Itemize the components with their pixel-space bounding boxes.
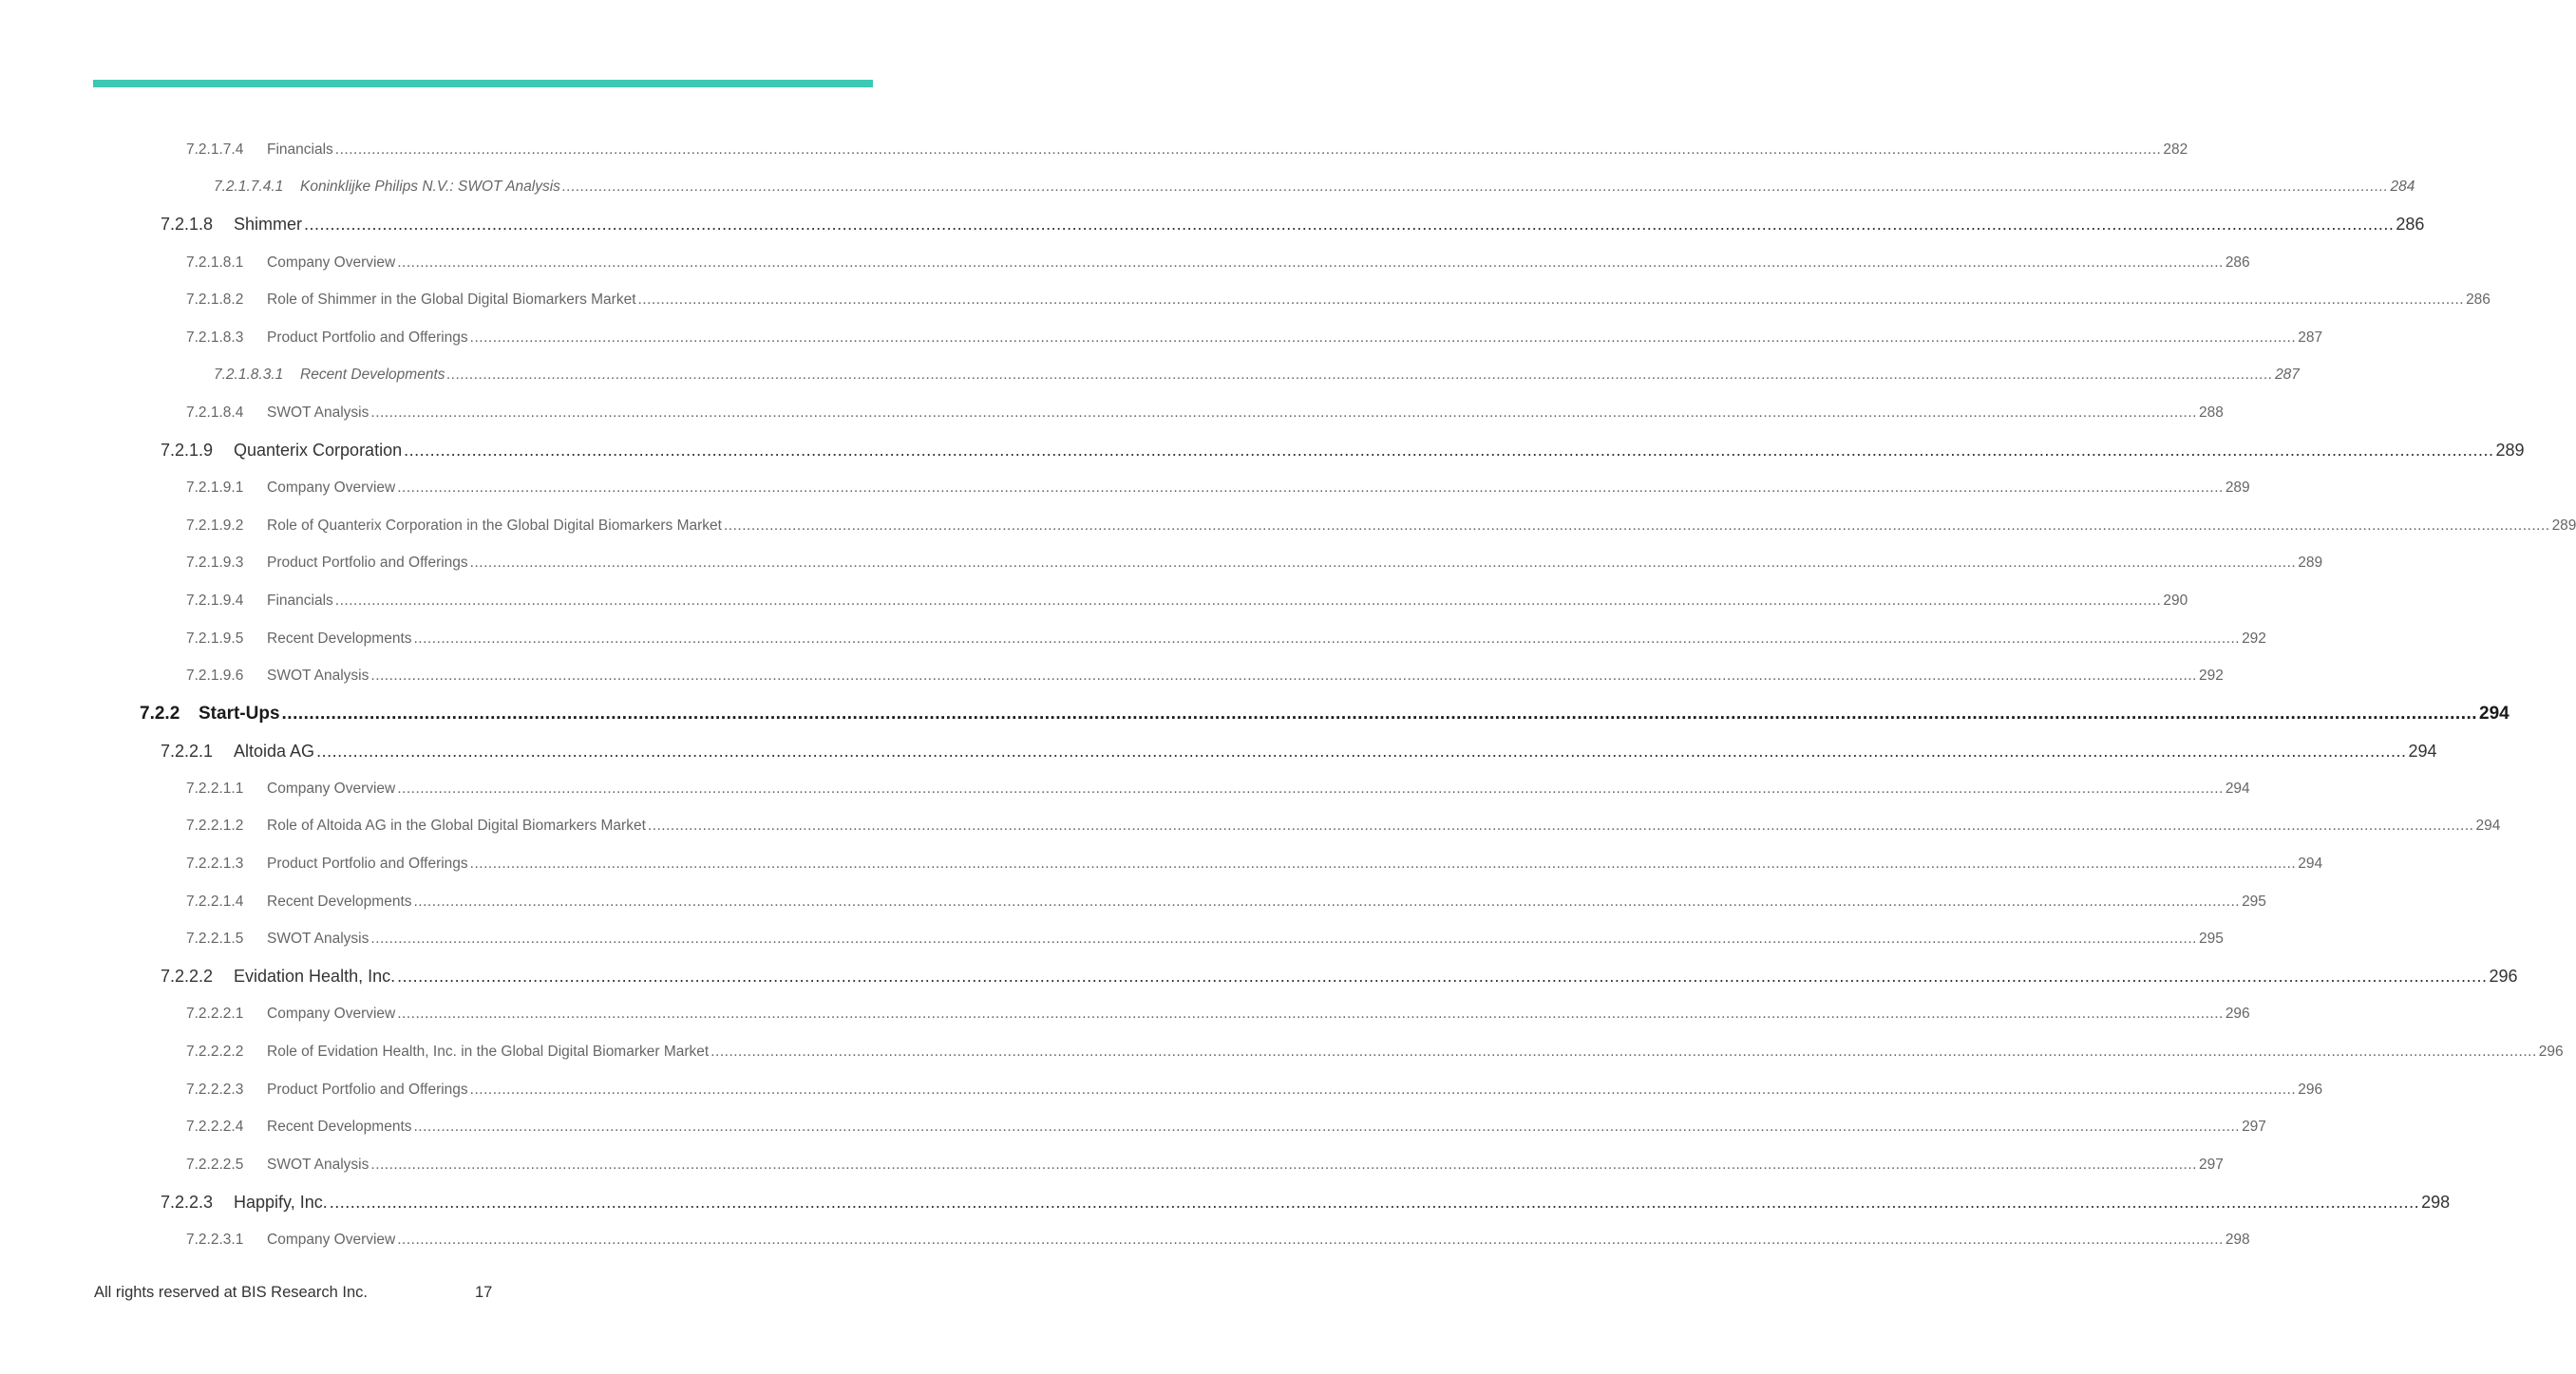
toc-dot-leader: ................................................................................................................................................................................................................................................................................................................................................................................................................ bbox=[281, 703, 2478, 724]
toc-entry-title: SWOT Analysis bbox=[267, 404, 369, 421]
toc-entry[interactable] bbox=[0, 770, 2250, 808]
toc-entry-page: 294 bbox=[2298, 856, 2323, 873]
toc-entry-number: 7.2.2.1.4 bbox=[186, 893, 244, 910]
toc-entry-number: 7.2.1.7.4.1 bbox=[214, 179, 284, 196]
toc-entry-title: Quanterix Corporation bbox=[234, 441, 403, 461]
toc-dot-leader: ................................................................................................................................................................................................................................................................................................................................................................................................................ bbox=[329, 1192, 2420, 1212]
toc-entry-number: 7.2.2.1.5 bbox=[186, 931, 244, 948]
toc-entry-title: Koninklijke Philips N.V.: SWOT Analysis bbox=[300, 179, 560, 196]
toc-entry-page: 286 bbox=[2466, 292, 2491, 309]
toc-entry-page: 298 bbox=[2421, 1192, 2451, 1212]
toc-entry-title: Start-Ups bbox=[199, 703, 280, 724]
toc-dot-leader: ................................................................................................................................................................................................................................................................................................................................................................................................................ bbox=[446, 367, 2274, 384]
toc-entry[interactable] bbox=[0, 1071, 2323, 1109]
toc-entry-number: 7.2.1.8 bbox=[161, 215, 214, 235]
toc-entry[interactable] bbox=[0, 281, 2491, 319]
toc-entry-title: Product Portfolio and Offerings bbox=[267, 329, 468, 346]
toc-entry-title: Role of Shimmer in the Global Digital Biomarkers Market bbox=[267, 292, 636, 309]
toc-entry-number: 7.2.2.2.4 bbox=[186, 1119, 244, 1136]
toc-entry[interactable] bbox=[0, 206, 2425, 244]
toc-entry-page: 286 bbox=[2225, 254, 2250, 271]
toc-entry[interactable] bbox=[0, 620, 2266, 658]
toc-entry[interactable] bbox=[0, 357, 2300, 395]
toc-entry-page: 286 bbox=[2396, 215, 2425, 235]
toc-entry-title: Evidation Health, Inc. bbox=[234, 967, 396, 987]
toc-entry-number: 7.2.2.1.1 bbox=[186, 780, 244, 797]
toc-entry-title: Company Overview bbox=[267, 1006, 396, 1023]
toc-entry-number: 7.2.1.9.5 bbox=[186, 630, 244, 647]
toc-entry-number: 7.2.2.3.1 bbox=[186, 1232, 244, 1249]
toc-entry[interactable] bbox=[0, 1108, 2266, 1146]
toc-entry[interactable] bbox=[0, 244, 2250, 282]
toc-entry-page: 284 bbox=[2390, 179, 2415, 196]
header-accent-bar bbox=[93, 80, 873, 87]
toc-entry[interactable] bbox=[0, 845, 2323, 883]
toc-dot-leader: ................................................................................................................................................................................................................................................................................................................................................................................................................ bbox=[304, 215, 2395, 235]
toc-dot-leader: ................................................................................................................................................................................................................................................................................................................................................................................................................ bbox=[561, 179, 2389, 196]
toc-entry-number: 7.2.1.9.3 bbox=[186, 555, 244, 572]
toc-entry-number: 7.2.2.2.1 bbox=[186, 1006, 244, 1023]
toc-entry[interactable] bbox=[0, 958, 2518, 996]
toc-entry-page: 297 bbox=[2198, 1156, 2224, 1173]
toc-entry[interactable] bbox=[0, 545, 2323, 583]
toc-entry-number: 7.2.1.7.4 bbox=[186, 141, 244, 158]
toc-dot-leader: ................................................................................................................................................................................................................................................................................................................................................................................................................ bbox=[370, 1156, 2197, 1173]
toc-dot-leader: ................................................................................................................................................................................................................................................................................................................................................................................................................ bbox=[413, 1119, 2241, 1136]
toc-entry[interactable] bbox=[0, 319, 2323, 357]
toc-entry-title: Company Overview bbox=[267, 780, 396, 797]
toc-entry-title: Product Portfolio and Offerings bbox=[267, 555, 468, 572]
toc-entry-title: Company Overview bbox=[267, 1232, 396, 1249]
toc-dot-leader: ................................................................................................................................................................................................................................................................................................................................................................................................................ bbox=[469, 555, 2297, 572]
toc-entry-number: 7.2.1.9.2 bbox=[186, 517, 244, 534]
toc-entry-page: 295 bbox=[2242, 893, 2266, 910]
toc-entry[interactable] bbox=[0, 920, 2224, 958]
toc-dot-leader: ................................................................................................................................................................................................................................................................................................................................................................................................................ bbox=[724, 517, 2550, 534]
toc-dot-leader: ................................................................................................................................................................................................................................................................................................................................................................................................................ bbox=[316, 741, 2407, 761]
toc-entry-title: Role of Altoida AG in the Global Digital Biomarkers Market bbox=[267, 818, 646, 835]
toc-entry[interactable] bbox=[0, 695, 2510, 733]
toc-entry-title: Financials bbox=[267, 592, 333, 609]
toc-entry-title: Company Overview bbox=[267, 480, 396, 497]
table-of-contents bbox=[0, 131, 2576, 1259]
toc-entry-page: 294 bbox=[2475, 818, 2501, 835]
toc-dot-leader: ................................................................................................................................................................................................................................................................................................................................................................................................................ bbox=[397, 1006, 2224, 1023]
toc-entry-number: 7.2.2.1 bbox=[161, 741, 214, 761]
toc-dot-leader: ................................................................................................................................................................................................................................................................................................................................................................................................................ bbox=[397, 967, 2488, 987]
toc-entry[interactable] bbox=[0, 1221, 2250, 1259]
toc-entry-number: 7.2.1.8.4 bbox=[186, 404, 244, 421]
toc-entry-page: 282 bbox=[2163, 141, 2188, 158]
toc-entry[interactable] bbox=[0, 131, 2188, 169]
toc-entry-title: Altoida AG bbox=[234, 741, 315, 761]
toc-entry-title: Recent Developments bbox=[267, 1119, 412, 1136]
toc-entry-title: Happify, Inc. bbox=[234, 1192, 328, 1212]
toc-entry[interactable] bbox=[0, 469, 2250, 507]
toc-dot-leader: ................................................................................................................................................................................................................................................................................................................................................................................................................ bbox=[334, 592, 2162, 609]
toc-entry-page: 287 bbox=[2298, 329, 2323, 346]
toc-entry-number: 7.2.1.9.1 bbox=[186, 480, 244, 497]
toc-entry-page: 289 bbox=[2551, 517, 2576, 534]
toc-entry-number: 7.2.2.1.3 bbox=[186, 856, 244, 873]
toc-entry-number: 7.2.1.9.6 bbox=[186, 668, 244, 685]
toc-dot-leader: ................................................................................................................................................................................................................................................................................................................................................................................................................ bbox=[637, 292, 2465, 309]
toc-entry[interactable] bbox=[0, 1146, 2224, 1184]
toc-dot-leader: ................................................................................................................................................................................................................................................................................................................................................................................................................ bbox=[397, 254, 2224, 271]
toc-entry-title: Product Portfolio and Offerings bbox=[267, 856, 468, 873]
toc-entry-title: SWOT Analysis bbox=[267, 668, 369, 685]
toc-entry-number: 7.2.2.2.5 bbox=[186, 1156, 244, 1173]
toc-dot-leader: ................................................................................................................................................................................................................................................................................................................................................................................................................ bbox=[370, 931, 2197, 948]
toc-entry[interactable] bbox=[0, 507, 2576, 545]
toc-entry-page: 295 bbox=[2198, 931, 2224, 948]
toc-dot-leader: ................................................................................................................................................................................................................................................................................................................................................................................................................ bbox=[413, 893, 2241, 910]
toc-entry-page: 294 bbox=[2225, 780, 2250, 797]
footer-copyright: All rights reserved at BIS Research Inc. bbox=[94, 1284, 368, 1301]
toc-entry-page: 292 bbox=[2198, 668, 2224, 685]
footer-page-number: 17 bbox=[475, 1284, 493, 1301]
toc-entry-page: 289 bbox=[2495, 441, 2525, 461]
toc-entry-title: Recent Developments bbox=[267, 630, 412, 647]
toc-entry-title: SWOT Analysis bbox=[267, 931, 369, 948]
toc-entry-number: 7.2.1.8.3.1 bbox=[214, 367, 284, 384]
toc-entry[interactable] bbox=[0, 808, 2501, 846]
toc-entry-number: 7.2.1.9.4 bbox=[186, 592, 244, 609]
toc-entry-number: 7.2.1.8.2 bbox=[186, 292, 244, 309]
toc-entry-page: 296 bbox=[2538, 1044, 2564, 1061]
toc-entry-number: 7.2.1.8.3 bbox=[186, 329, 244, 346]
toc-entry-page: 288 bbox=[2198, 404, 2224, 421]
toc-entry-page: 296 bbox=[2225, 1006, 2250, 1023]
toc-entry-number: 7.2.1.8.1 bbox=[186, 254, 244, 271]
toc-entry-page: 296 bbox=[2489, 967, 2518, 987]
toc-entry-page: 290 bbox=[2163, 592, 2188, 609]
toc-entry-title: Financials bbox=[267, 141, 333, 158]
toc-dot-leader: ................................................................................................................................................................................................................................................................................................................................................................................................................ bbox=[469, 856, 2297, 873]
toc-entry-page: 289 bbox=[2225, 480, 2250, 497]
toc-dot-leader: ................................................................................................................................................................................................................................................................................................................................................................................................................ bbox=[397, 780, 2224, 797]
toc-dot-leader: ................................................................................................................................................................................................................................................................................................................................................................................................................ bbox=[404, 441, 2494, 461]
toc-entry-page: 287 bbox=[2275, 367, 2300, 384]
toc-dot-leader: ................................................................................................................................................................................................................................................................................................................................................................................................................ bbox=[397, 480, 2224, 497]
toc-entry[interactable] bbox=[0, 582, 2188, 620]
toc-dot-leader: ................................................................................................................................................................................................................................................................................................................................................................................................................ bbox=[469, 1081, 2297, 1098]
toc-entry-page: 292 bbox=[2242, 630, 2266, 647]
toc-entry-title: Recent Developments bbox=[300, 367, 445, 384]
toc-dot-leader: ................................................................................................................................................................................................................................................................................................................................................................................................................ bbox=[647, 818, 2474, 835]
toc-entry-number: 7.2.2.3 bbox=[161, 1192, 214, 1212]
toc-entry-page: 296 bbox=[2298, 1081, 2323, 1098]
toc-entry-title: Recent Developments bbox=[267, 893, 412, 910]
toc-entry[interactable] bbox=[0, 1033, 2564, 1071]
toc-entry[interactable] bbox=[0, 996, 2250, 1034]
toc-dot-leader: ................................................................................................................................................................................................................................................................................................................................................................................................................ bbox=[397, 1232, 2224, 1249]
toc-entry-title: SWOT Analysis bbox=[267, 1156, 369, 1173]
toc-entry-number: 7.2.1.9 bbox=[161, 441, 214, 461]
toc-entry[interactable] bbox=[0, 883, 2266, 921]
toc-entry[interactable] bbox=[0, 657, 2224, 695]
toc-entry[interactable] bbox=[0, 1184, 2451, 1222]
toc-entry[interactable] bbox=[0, 394, 2224, 432]
toc-entry-page: 294 bbox=[2479, 703, 2510, 724]
toc-entry-number: 7.2.2.2.3 bbox=[186, 1081, 244, 1098]
toc-dot-leader: ................................................................................................................................................................................................................................................................................................................................................................................................................ bbox=[469, 329, 2297, 346]
toc-entry-number: 7.2.2 bbox=[140, 703, 180, 724]
toc-entry-page: 298 bbox=[2225, 1232, 2250, 1249]
toc-entry[interactable] bbox=[0, 169, 2415, 207]
toc-entry[interactable] bbox=[0, 432, 2525, 470]
toc-dot-leader: ................................................................................................................................................................................................................................................................................................................................................................................................................ bbox=[334, 141, 2162, 158]
toc-entry-title: Shimmer bbox=[234, 215, 303, 235]
toc-entry-page: 297 bbox=[2242, 1119, 2266, 1136]
toc-entry-page: 289 bbox=[2298, 555, 2323, 572]
toc-entry-title: Company Overview bbox=[267, 254, 396, 271]
toc-entry-page: 294 bbox=[2408, 741, 2437, 761]
toc-entry-title: Role of Quanterix Corporation in the Global Digital Biomarkers Market bbox=[267, 517, 722, 534]
toc-entry-number: 7.2.2.2.2 bbox=[186, 1044, 244, 1061]
toc-entry-number: 7.2.2.2 bbox=[161, 967, 214, 987]
toc-entry-title: Product Portfolio and Offerings bbox=[267, 1081, 468, 1098]
toc-entry-number: 7.2.2.1.2 bbox=[186, 818, 244, 835]
toc-dot-leader: ................................................................................................................................................................................................................................................................................................................................................................................................................ bbox=[370, 404, 2197, 421]
toc-dot-leader: ................................................................................................................................................................................................................................................................................................................................................................................................................ bbox=[413, 630, 2241, 647]
toc-entry-title: Role of Evidation Health, Inc. in the Global Digital Biomarker Market bbox=[267, 1044, 710, 1061]
toc-entry[interactable] bbox=[0, 733, 2437, 771]
toc-dot-leader: ................................................................................................................................................................................................................................................................................................................................................................................................................ bbox=[370, 668, 2197, 685]
toc-dot-leader: ................................................................................................................................................................................................................................................................................................................................................................................................................ bbox=[710, 1044, 2537, 1061]
